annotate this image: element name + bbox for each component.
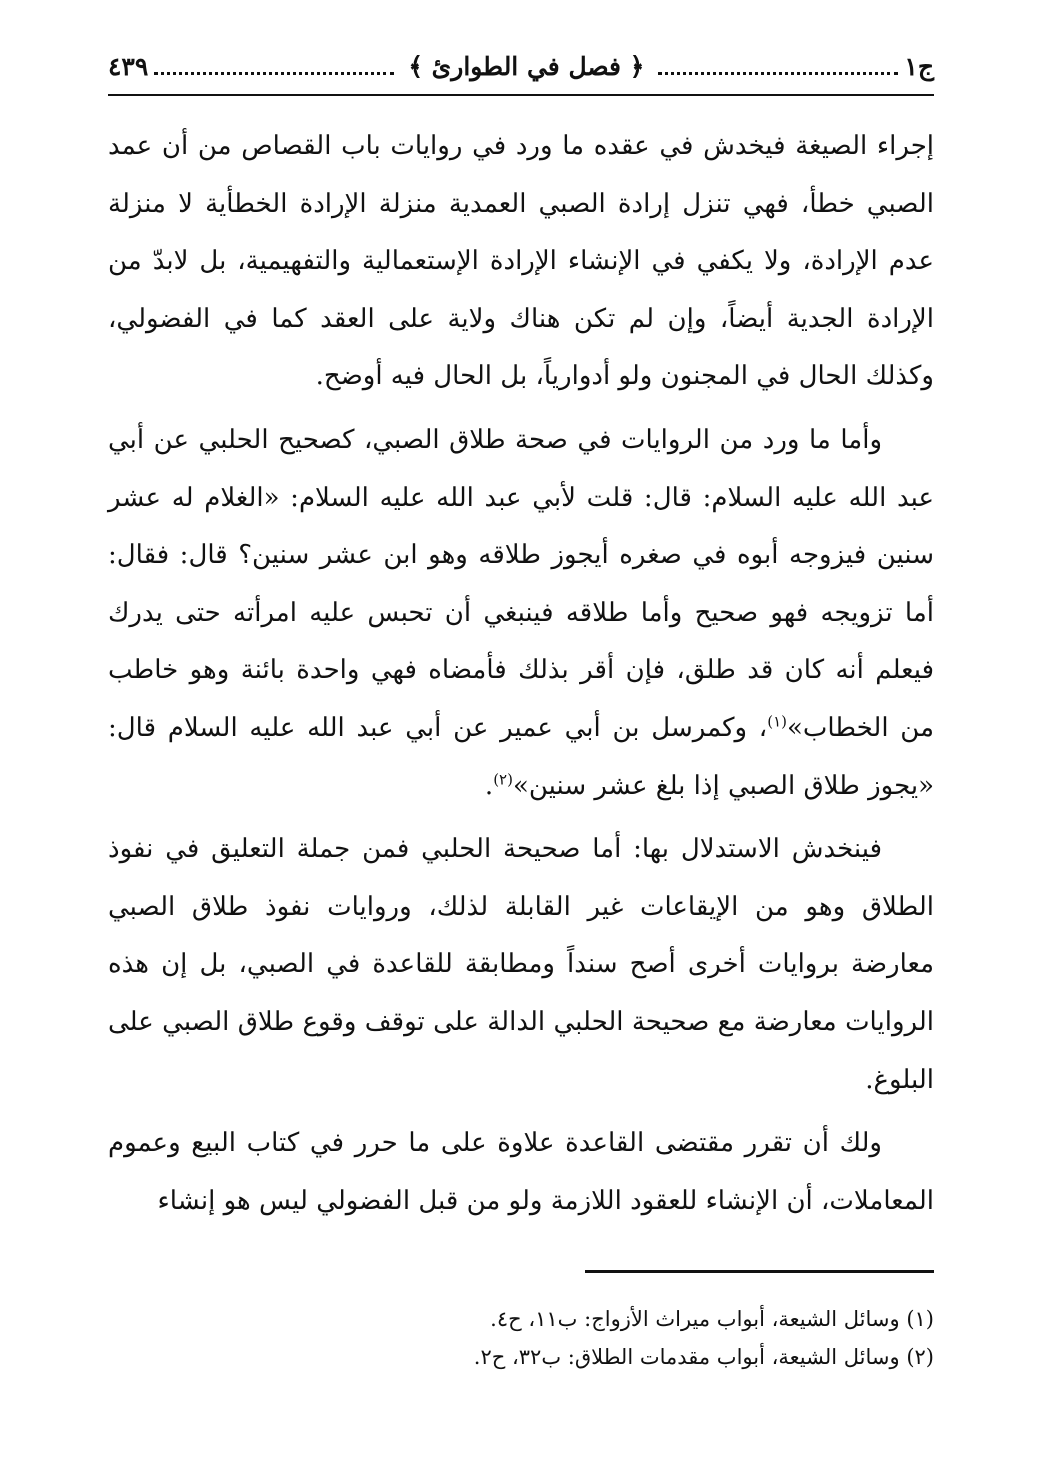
running-header: [108, 42, 934, 90]
leader-dots: [658, 72, 898, 75]
footnote-item: (٢) وسائل الشيعة، أبواب مقدمات الطلاق: ب٣٢، ح٢.: [473, 1345, 934, 1369]
paragraph: ولك أن تقرر مقتضى القاعدة علاوة على ما حرر في كتاب البيع وعموم المعاملات، أن الإنشاء للعقود اللازمة ولو من قبل الفضولي ليس هو إنشاء: [108, 1128, 934, 1216]
body-text: [108, 118, 934, 1230]
paragraph: فينخدش الاستدلال بها: أما صحيحة الحلبي فمن جملة التعليق في نفوذ الطلاق وهو من الإيقاعات غير القابلة لذلك، وروايات نفوذ طلاق الصبي معارضة بروايات أخرى أصح سنداً ومطابقة للقاعدة في الصبي، بل إن هذه الروايات معارضة مع صحيحة الحلبي الدالة على توقف وقوع طلاق الصبي على البلوغ.: [108, 834, 934, 1095]
leader-dots: [154, 72, 394, 75]
footnote-divider: [585, 1270, 934, 1273]
paragraph: إجراء الصيغة فيخدش في عقده ما ورد في روايات باب القصاص من أن عمد الصبي خطأ، فهي تنزل إرادة الصبي العمدية منزلة الإرادة الخطأية لا منزلة عدم الإرادة، ولا يكفي في الإنشاء الإرادة الإستعمالية والتفهيمية، بل لابدّ من الإرادة الجدية أيضاً، وإن لم تكن هناك ولاية على العقد كما في الفضولي، وكذلك الحال في المجنون ولو أدوارياً، بل الحال فيه أوضح.: [108, 131, 934, 392]
footnote-ref: (١): [767, 712, 787, 731]
header-divider: [108, 94, 934, 96]
page-number: ٤٣٩: [107, 51, 149, 81]
footnote-ref: (٢): [493, 769, 513, 788]
volume-label: ج١: [904, 51, 934, 81]
chapter-title: ﴿ فصل في الطوارئ ﴾: [408, 51, 645, 81]
paragraph: وأما ما ورد من الروايات في صحة طلاق الصبي، كصحيح الحلبي عن أبي عبد الله عليه السلام: قال: قلت لأبي عبد الله عليه السلام: «الغلام له عشر سنين فيزوجه أبوه في صغره أيجوز طلاقه وهو ابن عشر سنين؟ قال: فقال: أما تزويجه فهو صحيح وأما طلاقه فينبغي أن تحبس عليه امرأته حتى يدرك فيعلم أنه كان قد طلق، فإن أقر بذلك فأمضاه فهي واحدة بائنة وهو خاطب من الخطاب»$^{(١)}$، وكمرسل بن أبي عمير عن أبي عبد الله عليه السلام قال: «يجوز طلاق الصبي إذا بلغ عشر سنين»$^{(٢)}$.: [108, 424, 935, 801]
footnotes: [108, 1300, 934, 1376]
footnote-item: (١) وسائل الشيعة، أبواب ميراث الأزواج: ب١١، ح٤.: [490, 1307, 934, 1331]
